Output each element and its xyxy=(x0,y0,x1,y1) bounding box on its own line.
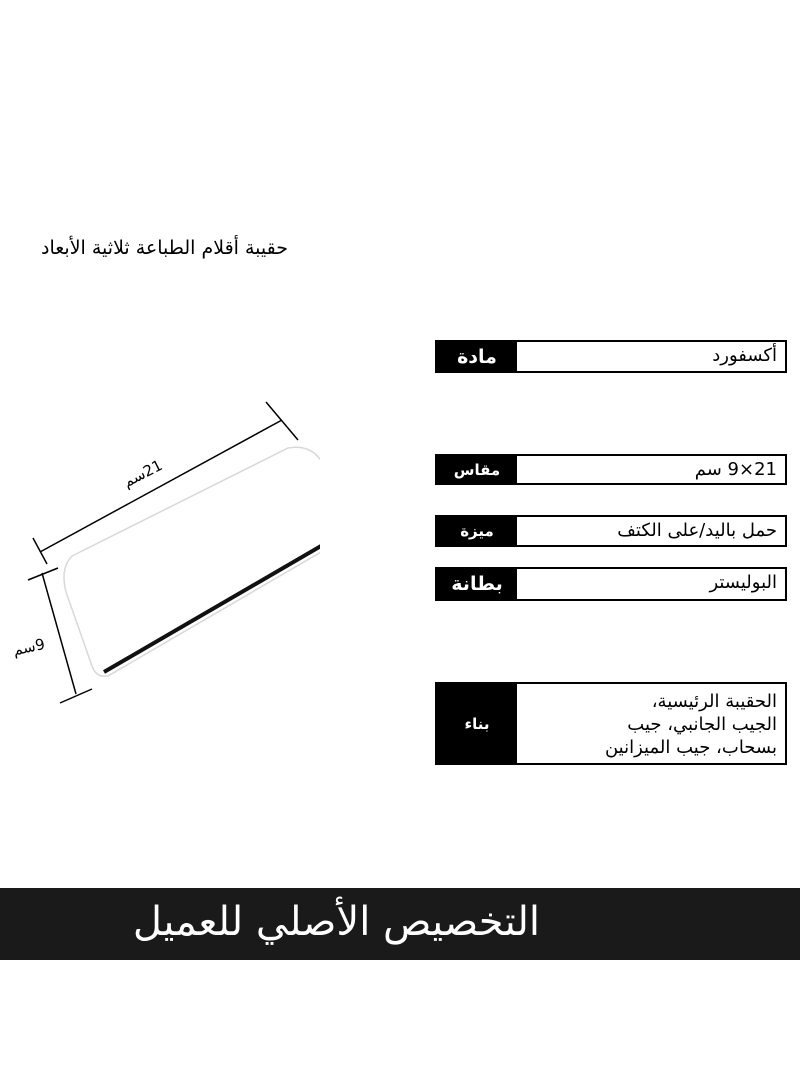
spec-row-size xyxy=(435,454,787,485)
spec-label-size: مقاس xyxy=(437,456,517,483)
banner-text: التخصيص الأصلي للعميل xyxy=(132,899,540,945)
width-label: 21سم xyxy=(120,456,166,492)
spec-row-feature xyxy=(435,515,787,547)
spec-value-feature: حمل باليد/على الكتف xyxy=(617,520,777,541)
spec-value-size: 21×9 سم xyxy=(694,459,777,480)
spec-row-lining xyxy=(435,567,787,601)
spec-value-construction xyxy=(517,684,785,763)
construction-line: الحقيبة الرئيسية، xyxy=(651,691,777,712)
construction-line: بسحاب، جيب الميزانين xyxy=(604,737,777,758)
height-label: 9سم xyxy=(11,634,47,660)
spec-row-material xyxy=(435,340,787,373)
spec-value-lining: البوليستر xyxy=(709,572,777,593)
pencil-case-illustration xyxy=(0,390,320,730)
spec-label-feature: ميزة xyxy=(437,517,517,545)
bottom-banner xyxy=(0,888,800,960)
spec-row-construction xyxy=(435,682,787,765)
construction-line: الجيب الجانبي، جيب xyxy=(627,714,777,735)
product-title: حقيبة أقلام الطباعة ثلاثية الأبعاد xyxy=(41,237,288,259)
spec-label-construction: بناء xyxy=(437,684,517,763)
spec-label-material: مادة xyxy=(437,342,517,371)
spec-value-material: أكسفورد xyxy=(712,345,777,366)
spec-label-lining: بطانة xyxy=(437,569,517,599)
pencil-case-shape xyxy=(64,447,320,676)
